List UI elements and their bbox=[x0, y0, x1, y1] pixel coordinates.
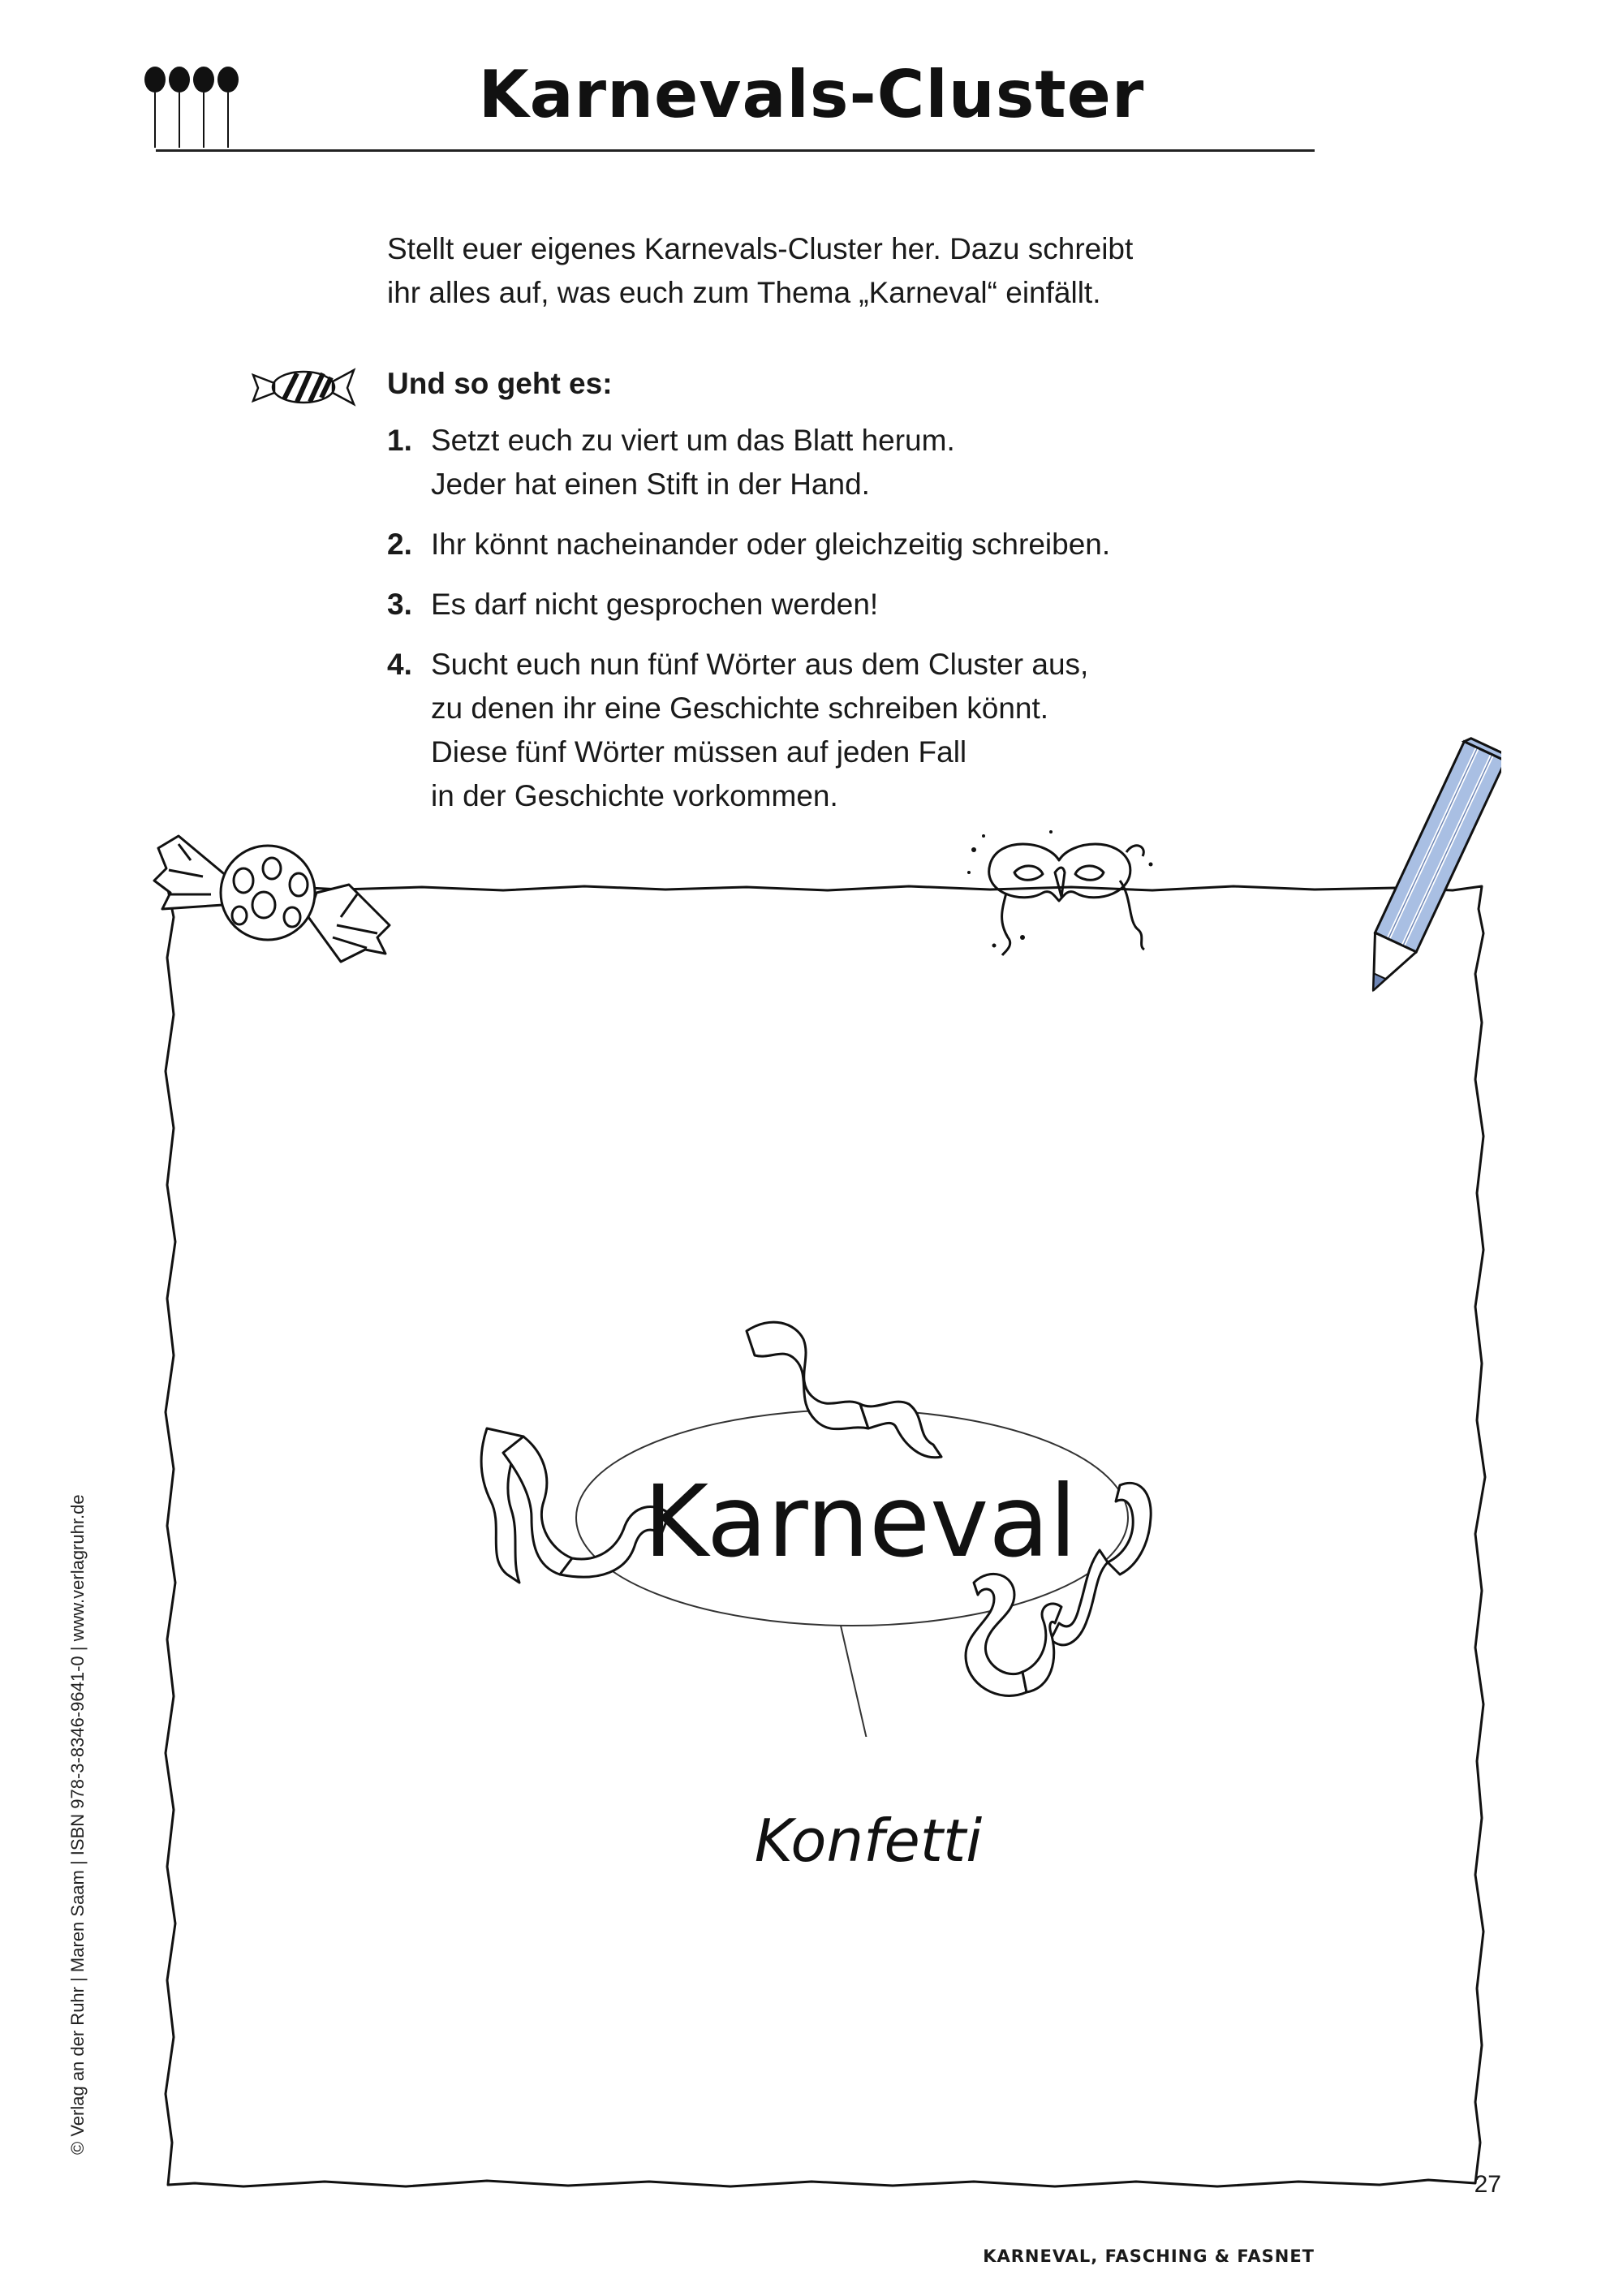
page-number: 27 bbox=[1474, 2171, 1501, 2198]
list-item bbox=[387, 523, 1361, 566]
step-text: Ihr könnt nacheinander oder gleichzeitig schreiben. bbox=[431, 528, 1111, 561]
step-number: 2. bbox=[387, 528, 412, 561]
intro-line: Stellt euer eigenes Karnevals-Cluster her. Dazu schreibt bbox=[387, 232, 1134, 265]
list-item bbox=[387, 643, 1361, 818]
step-text: Sucht euch nun fünf Wörter aus dem Cluster aus, zu denen ihr eine Geschichte schreiben könnt. Diese fünf Wörter müssen auf jeden Fall in der Geschichte vorkommen. bbox=[431, 648, 1089, 812]
balloons-icon bbox=[142, 63, 248, 151]
copyright-text: © Verlag an der Ruhr | Maren Saam | ISBN 978-3-8346-9641-0 | www.verlagruhr.de bbox=[67, 1494, 88, 2155]
intro-line: ihr alles auf, was euch zum Thema „Karneval“ einfällt. bbox=[387, 276, 1101, 309]
page-title: Karnevals-Cluster bbox=[478, 57, 1145, 132]
list-item bbox=[387, 583, 1361, 627]
cluster-branch-word: Konfetti bbox=[754, 1807, 983, 1875]
step-text: Es darf nicht gesprochen werden! bbox=[431, 588, 879, 621]
carnival-mask-icon bbox=[958, 816, 1160, 958]
intro-text bbox=[387, 227, 1361, 315]
instructions-heading: Und so geht es: bbox=[387, 367, 613, 400]
pencil-icon bbox=[1355, 730, 1501, 1014]
title-divider bbox=[156, 149, 1315, 152]
cluster-center-word: Karneval bbox=[644, 1464, 1077, 1579]
step-text: Setzt euch zu viert um das Blatt herum. Jeder hat einen Stift in der Hand. bbox=[431, 424, 955, 501]
striped-candy-icon bbox=[250, 364, 357, 411]
streamer-icon bbox=[747, 1322, 941, 1458]
list-item bbox=[387, 419, 1361, 506]
step-number: 1. bbox=[387, 424, 412, 457]
step-number: 3. bbox=[387, 588, 412, 621]
step-number: 4. bbox=[387, 648, 412, 681]
dotted-candy-icon bbox=[146, 803, 398, 966]
book-title: KARNEVAL, FASCHING & FASNET bbox=[983, 2246, 1315, 2266]
instructions-list bbox=[387, 419, 1361, 834]
